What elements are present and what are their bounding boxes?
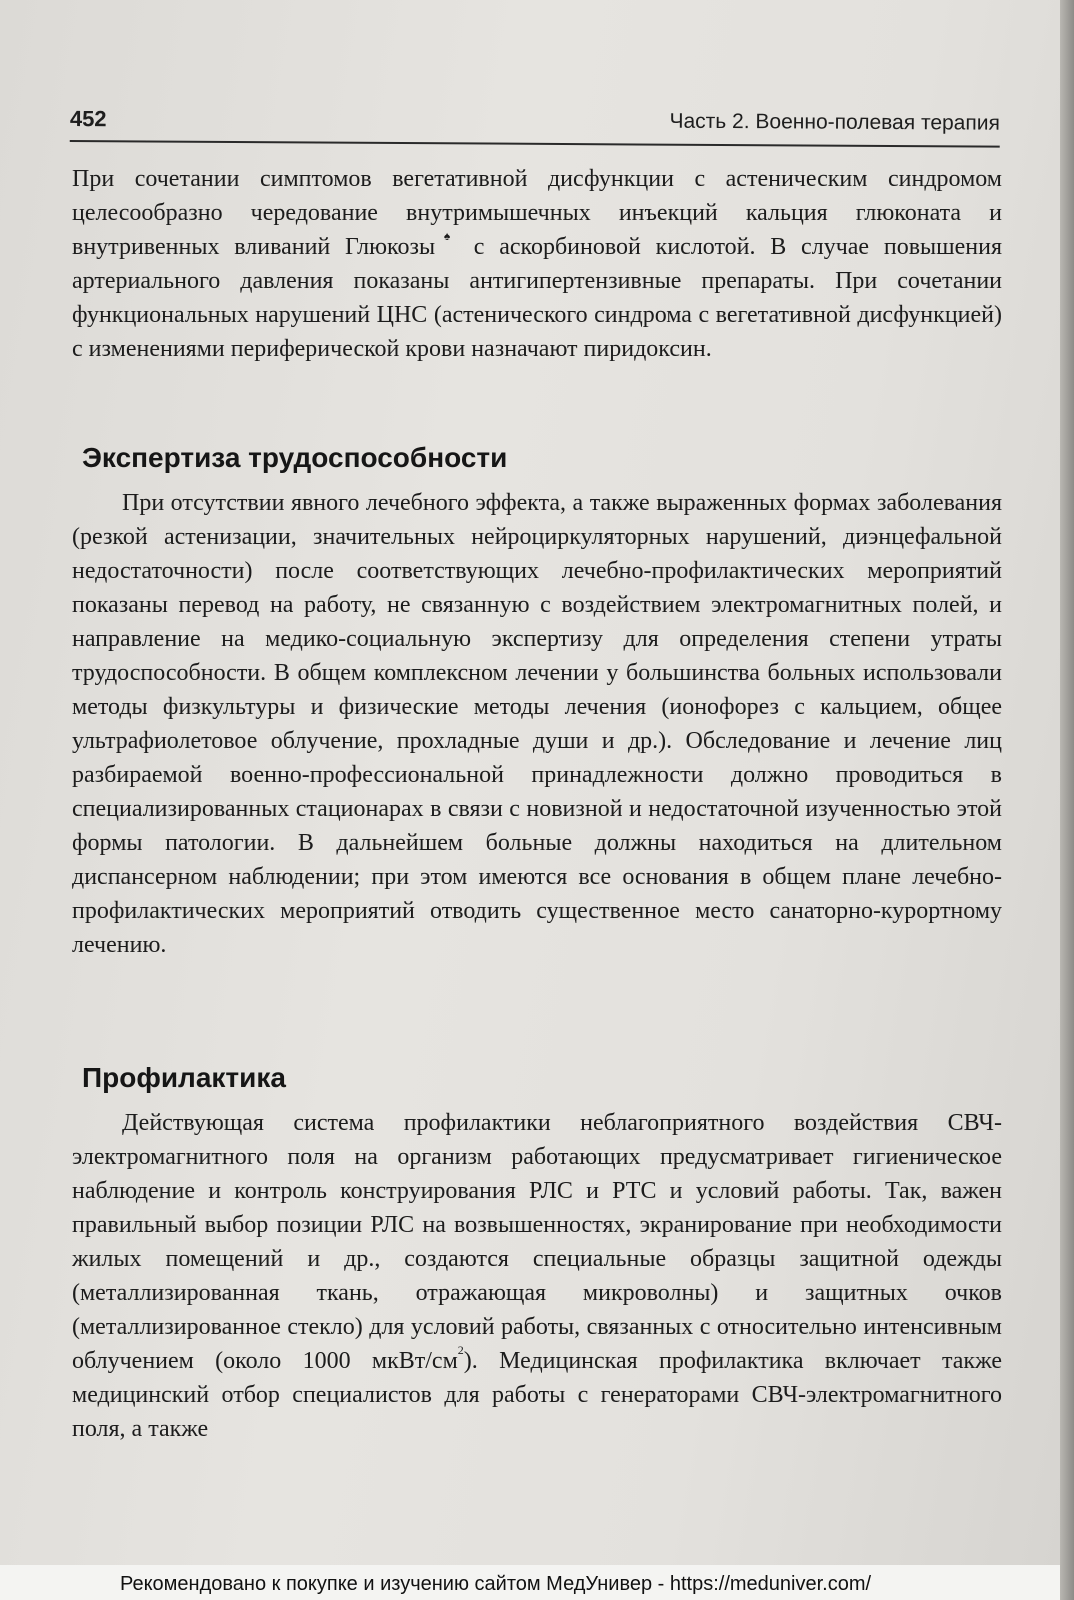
paragraph-text-cont: ). Медицинская профилактика включает также медицинский отбор специалистов для работы с генераторами СВЧ-электромагнитного поля, а также <box>72 1348 1002 1442</box>
running-title: Часть 2. Военно-полевая терапия <box>669 109 1000 135</box>
footer-watermark: Рекомендовано к покупке и изучению сайтом МедУнивер - https://meduniver.com/ <box>120 1573 872 1595</box>
section-heading-prophylaxis: Профилактика <box>82 1062 286 1093</box>
trademark-mark: ♠ <box>435 229 460 243</box>
paragraph-text-cont: с аскорбиновой кислотой. В случае повышения артериального давления показаны антигипертензивные препараты. При сочетании функциональных нарушений ЦНС (астенического синдрома с вегетативной дисфункцией) с изменениями периферической крови назначают пиридоксин. <box>72 234 1003 362</box>
page-header <box>70 100 1000 148</box>
page-number: 452 <box>69 105 107 132</box>
superscript-exponent: 2 <box>457 1343 464 1357</box>
paragraph-text: Действующая система профилактики неблагоприятного воздействия СВЧ-электромагнитного поля на организм работающих предусматривает гигиеническое наблюдение и контроль конструирования РЛС и РТС и условий работы. Так, важен правильный выбор позиции РЛС на возвышенностях, экранирование при необходимости жилых помещений и др., создаются специальные образцы защитной одежды (металлизированная ткань, отражающая микроволны) и защитных очков (металлизированное стекло) для условий работы, связанных с относительно интенсивным облучением (около 1000 мкВт/см <box>72 1110 1002 1374</box>
section-heading-expertise: Экспертиза трудоспособности <box>82 442 508 473</box>
intro-paragraph <box>72 162 1002 366</box>
book-page-edge <box>1060 0 1074 1600</box>
expertise-paragraph <box>72 486 1002 962</box>
prophylaxis-paragraph <box>72 1106 1002 1446</box>
paragraph-text: При отсутствии явного лечебного эффекта, а также выраженных формах заболевания (резкой астенизации, значительных нейроциркуляторных нарушений, диэнцефальной недостаточности) после соответствующих лечебно-профилактических мероприятий показаны перевод на работу, не связанную с воздействием электромагнитных полей, и направление на медико-социальную экспертизу для определения степени утраты трудоспособности. В общем комплексном лечении у большинства больных использовали методы физкультуры и физические методы лечения (ионофорез с кальцием, общее ультрафиолетовое облучение, прохладные души и др.). Обследование и лечение лиц разбираемой военно-профессиональной принадлежности должно проводиться в специализированных стационарах в связи с новизной и недостаточной изученностью этой формы патологии. В дальнейшем больные должны находиться на длительном диспансерном наблюдении; при этом имеются все основания в общем плане лечебно-профилактических мероприятий отводить существенное место санаторно-курортному лечению. <box>72 490 1002 958</box>
paragraph-text: При сочетании симптомов вегетативной дисфункции с астеническим синдромом целесообразно чередование внутримышечных инъекций кальция глюконата и внутривенных вливаний Глюкозы <box>72 166 1002 260</box>
